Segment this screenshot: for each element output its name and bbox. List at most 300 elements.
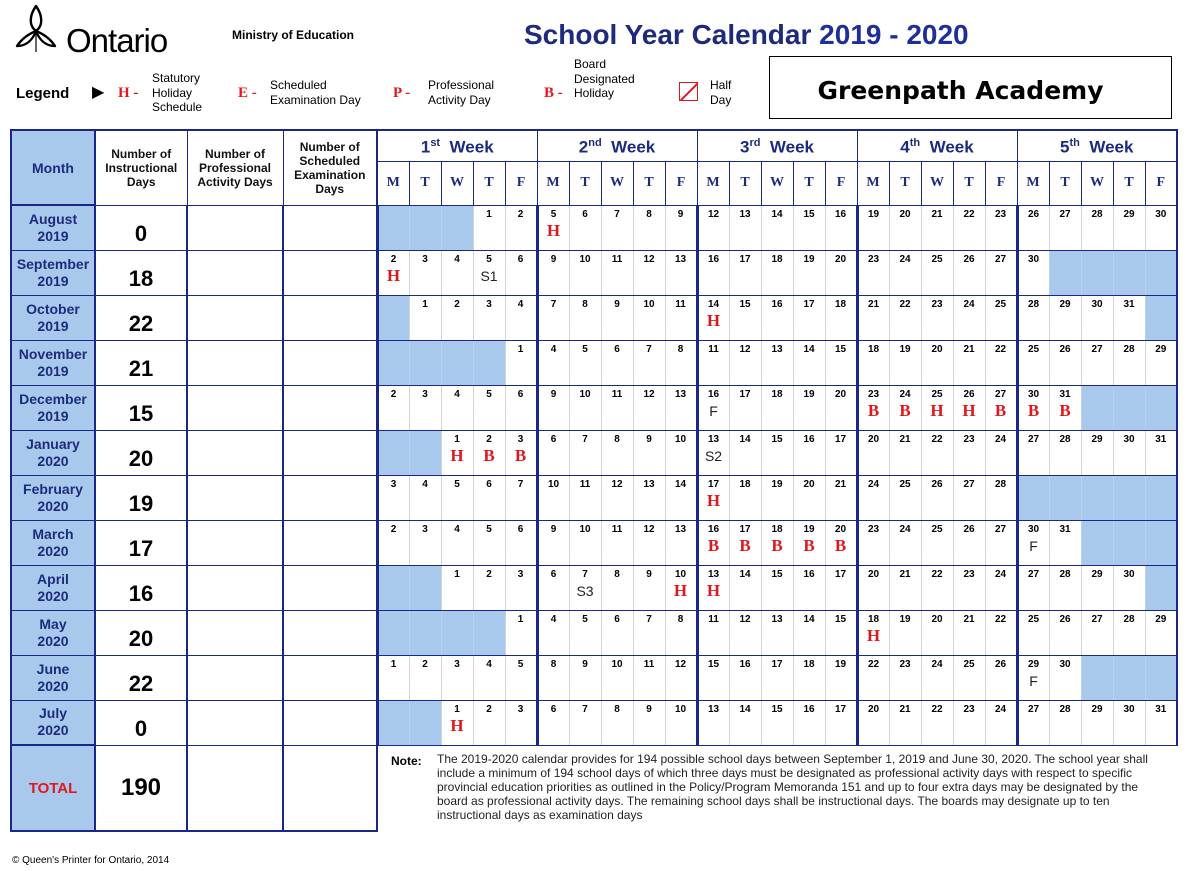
day-cell xyxy=(889,520,921,565)
day-marker: B xyxy=(803,535,815,555)
month-name: November xyxy=(18,345,88,362)
header-weekday: T xyxy=(793,161,825,205)
day-number: 19 xyxy=(803,523,815,535)
day-number: 21 xyxy=(867,298,880,310)
day-number: 9 xyxy=(550,523,557,535)
day-cell xyxy=(601,430,633,475)
day-cell xyxy=(1145,340,1177,385)
day-number: 17 xyxy=(834,433,847,445)
day-number: 5 xyxy=(486,523,492,535)
day-cell xyxy=(633,430,665,475)
day-number: 30 xyxy=(1123,433,1135,445)
day-number: 18 xyxy=(867,613,880,625)
day-cell xyxy=(569,565,601,610)
day-cell xyxy=(889,475,921,520)
day-marker: B xyxy=(739,535,751,555)
day-cell xyxy=(537,700,569,745)
month-name-cell xyxy=(11,475,95,520)
professional-days-value xyxy=(187,250,283,295)
day-cell xyxy=(633,655,665,700)
day-number: 13 xyxy=(643,478,655,490)
day-cell xyxy=(953,340,985,385)
day-number: 23 xyxy=(867,253,880,265)
month-name: September xyxy=(16,255,90,272)
day-cell xyxy=(441,700,473,745)
day-number: 16 xyxy=(771,298,783,310)
day-number: 12 xyxy=(643,523,655,535)
day-cell xyxy=(921,340,953,385)
examination-days-value xyxy=(283,205,377,250)
day-cell xyxy=(569,250,601,295)
month-row xyxy=(11,295,1177,340)
day-number: 8 xyxy=(646,208,652,220)
day-cell xyxy=(569,205,601,250)
empty-day-cell xyxy=(1145,655,1177,700)
day-number: 20 xyxy=(867,703,880,715)
header-weekday: M xyxy=(697,161,729,205)
day-number: 4 xyxy=(454,253,460,265)
day-number: 26 xyxy=(963,253,975,265)
day-cell xyxy=(921,250,953,295)
legend-desc-line: Schedule xyxy=(152,100,203,114)
day-number: 18 xyxy=(771,253,783,265)
day-marker: F xyxy=(709,402,718,419)
day-number: 22 xyxy=(867,658,880,670)
day-number: 25 xyxy=(931,253,943,265)
day-cell xyxy=(1049,295,1081,340)
day-number: 4 xyxy=(550,613,557,625)
day-number: 28 xyxy=(994,478,1007,490)
day-number: 24 xyxy=(963,298,975,310)
day-number: 30 xyxy=(1123,703,1135,715)
day-number: 15 xyxy=(771,433,783,445)
day-number: 3 xyxy=(422,523,428,535)
day-cell xyxy=(793,340,825,385)
day-number: 12 xyxy=(643,388,655,400)
day-number: 11 xyxy=(611,523,623,535)
day-number: 24 xyxy=(994,433,1007,445)
day-number: 17 xyxy=(834,568,847,580)
day-number: 30 xyxy=(1027,388,1040,400)
day-marker: H xyxy=(706,490,721,510)
day-cell xyxy=(601,340,633,385)
calendar-table xyxy=(10,129,1178,832)
day-number: 14 xyxy=(674,478,687,490)
day-cell xyxy=(601,700,633,745)
day-cell xyxy=(601,520,633,565)
day-number: 21 xyxy=(899,703,911,715)
day-cell xyxy=(377,520,409,565)
day-number: 29 xyxy=(1155,343,1167,355)
day-cell xyxy=(377,655,409,700)
day-number: 16 xyxy=(803,568,815,580)
day-cell xyxy=(761,340,793,385)
day-cell xyxy=(473,205,505,250)
day-cell xyxy=(569,385,601,430)
week-ordinal: th xyxy=(1069,137,1080,150)
day-marker: B xyxy=(483,445,495,465)
empty-day-cell xyxy=(441,205,473,250)
day-number: 9 xyxy=(646,568,652,580)
day-number: 8 xyxy=(582,298,588,310)
day-number: 16 xyxy=(707,388,720,400)
day-number: 4 xyxy=(454,388,460,400)
day-cell xyxy=(1081,340,1113,385)
day-cell xyxy=(1145,205,1177,250)
day-cell xyxy=(665,700,697,745)
day-cell xyxy=(569,340,601,385)
day-cell xyxy=(729,610,761,655)
day-number: 10 xyxy=(674,703,687,715)
day-cell xyxy=(1081,610,1113,655)
copyright: © Queen's Printer for Ontario, 2014 xyxy=(12,855,170,866)
day-cell xyxy=(889,565,921,610)
header-weekday: T xyxy=(569,161,601,205)
day-cell xyxy=(761,295,793,340)
day-cell xyxy=(665,475,697,520)
day-number: 2 xyxy=(390,523,397,535)
day-number: 29 xyxy=(1123,208,1135,220)
day-number: 30 xyxy=(1059,658,1071,670)
day-number: 14 xyxy=(707,298,720,310)
day-number: 8 xyxy=(614,568,620,580)
empty-day-cell xyxy=(473,610,505,655)
day-cell xyxy=(441,520,473,565)
day-number: 22 xyxy=(931,433,943,445)
day-cell xyxy=(441,655,473,700)
day-number: 20 xyxy=(931,343,943,355)
day-cell xyxy=(505,565,537,610)
day-cell xyxy=(1081,565,1113,610)
day-number: 16 xyxy=(834,208,847,220)
day-cell xyxy=(1017,295,1049,340)
day-cell xyxy=(953,385,985,430)
day-number: 5 xyxy=(582,343,588,355)
half-day-icon xyxy=(679,82,698,101)
instructional-days-value: 22 xyxy=(95,295,187,340)
day-number: 15 xyxy=(834,613,847,625)
day-cell xyxy=(1113,340,1145,385)
day-cell xyxy=(985,205,1017,250)
day-cell xyxy=(1017,385,1049,430)
day-number: 27 xyxy=(1091,613,1103,625)
instructional-days-value: 20 xyxy=(95,610,187,655)
day-cell xyxy=(665,385,697,430)
day-cell xyxy=(921,655,953,700)
day-cell xyxy=(1017,205,1049,250)
empty-day-cell xyxy=(377,295,409,340)
month-name: December xyxy=(19,390,87,407)
header-month: Month xyxy=(11,130,95,205)
empty-day-cell xyxy=(1113,250,1145,295)
day-number: 3 xyxy=(422,253,428,265)
day-cell xyxy=(633,520,665,565)
day-cell xyxy=(665,205,697,250)
header-weekday: T xyxy=(473,161,505,205)
day-cell xyxy=(1049,565,1081,610)
header-weekday: M xyxy=(537,161,569,205)
day-number: 25 xyxy=(931,388,943,400)
day-number: 2 xyxy=(390,253,397,265)
day-cell xyxy=(985,700,1017,745)
day-number: 20 xyxy=(834,523,847,535)
day-number: 6 xyxy=(517,253,524,265)
day-cell xyxy=(857,205,889,250)
day-number: 23 xyxy=(899,658,911,670)
day-cell xyxy=(825,340,857,385)
day-number: 1 xyxy=(454,568,460,580)
day-number: 13 xyxy=(707,703,720,715)
day-number: 13 xyxy=(707,433,720,445)
day-cell xyxy=(1017,340,1049,385)
day-cell xyxy=(793,295,825,340)
day-cell xyxy=(1049,205,1081,250)
day-number: 9 xyxy=(550,253,557,265)
day-cell xyxy=(537,385,569,430)
day-cell xyxy=(825,430,857,475)
day-number: 5 xyxy=(550,208,557,220)
month-row xyxy=(11,700,1177,745)
day-number: 20 xyxy=(931,613,943,625)
day-number: 15 xyxy=(803,208,815,220)
day-number: 20 xyxy=(834,253,847,265)
day-cell xyxy=(505,385,537,430)
day-number: 13 xyxy=(674,523,687,535)
day-cell xyxy=(729,655,761,700)
day-number: 29 xyxy=(1091,568,1103,580)
month-name: March xyxy=(32,525,74,542)
day-number: 27 xyxy=(1091,343,1103,355)
day-cell xyxy=(505,295,537,340)
day-number: 20 xyxy=(834,388,847,400)
day-number: 28 xyxy=(1059,703,1071,715)
day-number: 29 xyxy=(1091,433,1103,445)
instructional-days-value: 21 xyxy=(95,340,187,385)
empty-day-cell xyxy=(1081,385,1113,430)
header-weekday: W xyxy=(761,161,793,205)
day-number: 25 xyxy=(931,523,943,535)
day-cell xyxy=(729,250,761,295)
day-number: 19 xyxy=(803,388,815,400)
day-number: 4 xyxy=(486,658,492,670)
day-number: 8 xyxy=(614,703,620,715)
day-number: 31 xyxy=(1059,388,1071,400)
day-cell xyxy=(505,655,537,700)
day-number: 3 xyxy=(454,658,460,670)
month-name: February xyxy=(23,480,83,497)
examination-days-value xyxy=(283,385,377,430)
empty-day-cell xyxy=(377,700,409,745)
month-row xyxy=(11,520,1177,565)
day-number: 23 xyxy=(963,703,975,715)
professional-days-value xyxy=(187,610,283,655)
day-number: 30 xyxy=(1091,298,1103,310)
day-cell xyxy=(441,475,473,520)
day-number: 28 xyxy=(1059,568,1071,580)
header-weekday: T xyxy=(633,161,665,205)
day-number: 5 xyxy=(582,613,588,625)
day-number: 13 xyxy=(739,208,751,220)
day-number: 27 xyxy=(963,478,975,490)
day-cell xyxy=(825,700,857,745)
day-marker: S2 xyxy=(704,447,723,464)
day-number: 26 xyxy=(1059,343,1071,355)
day-marker: B xyxy=(771,535,783,555)
empty-day-cell xyxy=(1113,385,1145,430)
day-number: 9 xyxy=(582,658,588,670)
day-cell xyxy=(601,385,633,430)
header-weekday: T xyxy=(1113,161,1145,205)
day-number: 25 xyxy=(963,658,975,670)
day-cell xyxy=(985,565,1017,610)
day-cell xyxy=(633,700,665,745)
day-cell xyxy=(697,205,729,250)
day-cell xyxy=(793,655,825,700)
day-number: 7 xyxy=(582,568,588,580)
empty-day-cell xyxy=(441,610,473,655)
empty-day-cell xyxy=(1081,655,1113,700)
day-cell xyxy=(889,340,921,385)
empty-day-cell xyxy=(1049,475,1081,520)
day-number: 4 xyxy=(550,343,557,355)
day-marker: H xyxy=(706,310,721,330)
legend-desc-line: Professional xyxy=(428,78,495,92)
day-number: 3 xyxy=(517,703,524,715)
day-cell xyxy=(729,295,761,340)
header-weekday: W xyxy=(921,161,953,205)
day-cell xyxy=(473,520,505,565)
day-marker: S3 xyxy=(576,582,594,599)
day-cell xyxy=(633,340,665,385)
day-number: 15 xyxy=(834,343,847,355)
month-row xyxy=(11,340,1177,385)
day-cell xyxy=(825,385,857,430)
day-number: 18 xyxy=(771,523,783,535)
day-cell xyxy=(953,655,985,700)
day-number: 28 xyxy=(1123,613,1135,625)
day-number: 7 xyxy=(646,343,652,355)
day-number: 11 xyxy=(611,388,623,400)
month-name: August xyxy=(28,210,78,227)
month-year: 2020 xyxy=(37,452,69,469)
day-cell xyxy=(537,475,569,520)
day-cell xyxy=(633,250,665,295)
day-number: 19 xyxy=(867,208,880,220)
day-cell xyxy=(921,475,953,520)
day-number: 5 xyxy=(486,388,492,400)
month-year: 2019 xyxy=(37,317,69,334)
day-number: 10 xyxy=(674,433,687,445)
day-cell xyxy=(505,610,537,655)
empty-day-cell xyxy=(473,340,505,385)
day-cell xyxy=(505,475,537,520)
day-marker: H xyxy=(546,220,561,240)
day-number: 14 xyxy=(739,703,751,715)
month-year: 2019 xyxy=(37,227,69,244)
day-number: 21 xyxy=(899,568,911,580)
day-cell xyxy=(697,475,729,520)
day-number: 19 xyxy=(803,253,815,265)
day-cell xyxy=(857,520,889,565)
month-name-cell xyxy=(11,430,95,475)
day-number: 21 xyxy=(963,613,975,625)
day-number: 7 xyxy=(517,478,524,490)
legend-desc-line: Scheduled xyxy=(270,78,327,92)
day-number: 10 xyxy=(643,298,655,310)
day-cell xyxy=(729,205,761,250)
day-cell xyxy=(1081,700,1113,745)
day-number: 10 xyxy=(579,388,591,400)
day-cell xyxy=(697,385,729,430)
day-number: 6 xyxy=(517,388,524,400)
day-number: 11 xyxy=(579,478,591,490)
legend-desc-b xyxy=(574,57,635,101)
day-cell xyxy=(505,700,537,745)
header-weekday: T xyxy=(1049,161,1081,205)
legend-desc-line: Half xyxy=(710,78,732,92)
header-week-1 xyxy=(377,130,537,161)
day-cell xyxy=(825,520,857,565)
day-cell xyxy=(473,655,505,700)
month-name-cell xyxy=(11,610,95,655)
day-cell xyxy=(921,520,953,565)
day-number: 6 xyxy=(550,568,557,580)
month-name: July xyxy=(38,705,67,722)
day-cell xyxy=(729,340,761,385)
day-cell xyxy=(601,205,633,250)
day-number: 27 xyxy=(994,253,1007,265)
day-number: 4 xyxy=(517,298,524,310)
day-number: 13 xyxy=(771,613,783,625)
examination-days-value xyxy=(283,295,377,340)
day-number: 17 xyxy=(739,253,751,265)
day-number: 29 xyxy=(1155,613,1167,625)
day-number: 19 xyxy=(899,343,911,355)
total-value: 190 xyxy=(95,745,187,831)
day-cell xyxy=(953,565,985,610)
month-name: June xyxy=(36,660,70,677)
day-number: 12 xyxy=(611,478,623,490)
day-number: 14 xyxy=(739,433,751,445)
header-examination-days: Number of Scheduled Examination Days xyxy=(283,130,377,205)
day-cell xyxy=(761,430,793,475)
day-cell xyxy=(601,655,633,700)
day-marker: S1 xyxy=(480,267,498,284)
empty-day-cell xyxy=(1145,250,1177,295)
month-name-cell xyxy=(11,520,95,565)
day-number: 28 xyxy=(1059,433,1071,445)
day-cell xyxy=(889,700,921,745)
day-marker: B xyxy=(899,400,911,420)
day-marker: H xyxy=(386,265,401,285)
brand-name: Ontario xyxy=(66,22,168,59)
header-weekday: T xyxy=(889,161,921,205)
day-cell xyxy=(729,520,761,565)
day-number: 14 xyxy=(771,208,783,220)
examination-days-value xyxy=(283,250,377,295)
week-label: Week xyxy=(1089,138,1134,158)
title-prefix: School Year Calendar xyxy=(524,19,820,50)
header-weekday: F xyxy=(665,161,697,205)
day-cell xyxy=(985,430,1017,475)
day-number: 3 xyxy=(517,433,524,445)
day-cell xyxy=(857,475,889,520)
day-number: 12 xyxy=(739,343,751,355)
month-name-cell xyxy=(11,565,95,610)
day-number: 16 xyxy=(707,523,720,535)
day-number: 31 xyxy=(1155,433,1167,445)
month-year: 2020 xyxy=(37,497,69,514)
